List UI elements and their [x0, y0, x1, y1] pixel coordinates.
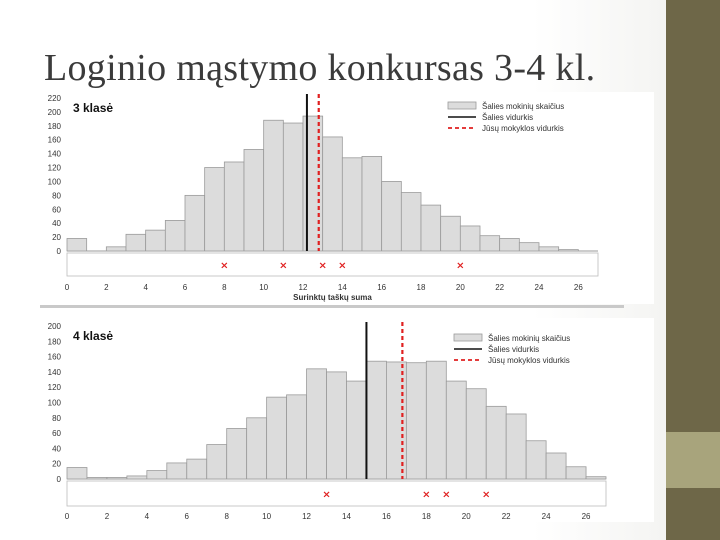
y-tick-label: 120	[47, 383, 61, 393]
bar	[107, 477, 127, 479]
grade-label: 3 klasė	[73, 101, 114, 115]
bar	[247, 418, 267, 479]
y-tick-label: 180	[47, 121, 61, 131]
student-score-marker: ×	[279, 260, 288, 272]
x-tick-label: 18	[421, 512, 431, 521]
bar	[466, 389, 486, 479]
y-tick-label: 60	[52, 205, 61, 215]
bar	[224, 162, 244, 251]
sidebar-decoration-top	[666, 0, 720, 432]
bar	[185, 195, 205, 251]
slide-title: Loginio mąstymo konkursas 3-4 kl.	[44, 47, 596, 89]
bar	[506, 414, 526, 479]
bar	[147, 471, 167, 479]
x-tick-label: 10	[259, 283, 269, 292]
x-tick-label: 0	[64, 512, 70, 521]
y-tick-label: 80	[52, 413, 61, 423]
legend-label-school-mean: Jūsų mokyklos vidurkis	[482, 124, 564, 133]
student-marker-strip	[67, 253, 598, 276]
bar	[323, 137, 343, 251]
bar	[441, 216, 461, 251]
y-tick-label: 180	[47, 337, 61, 347]
x-tick-label: 26	[573, 283, 583, 292]
bar	[244, 149, 264, 251]
bar	[342, 158, 362, 251]
x-tick-label: 20	[461, 512, 471, 521]
y-tick-label: 160	[47, 135, 61, 145]
bar	[126, 234, 146, 251]
y-tick-label: 0	[56, 247, 61, 256]
x-tick-label: 14	[342, 512, 351, 521]
bar	[401, 193, 421, 251]
bar	[264, 120, 284, 251]
chart-separator	[40, 305, 624, 308]
legend-label-school-mean: Jūsų mokyklos vidurkis	[488, 356, 570, 365]
bar	[327, 372, 347, 479]
bar	[526, 441, 546, 479]
bar	[460, 226, 480, 251]
bar	[519, 243, 539, 251]
student-score-marker: ×	[442, 489, 451, 501]
x-tick-label: 14	[337, 283, 347, 292]
bar	[165, 220, 185, 251]
bar	[207, 445, 227, 479]
y-tick-label: 140	[47, 149, 61, 159]
bar	[227, 429, 247, 479]
x-tick-label: 22	[495, 283, 505, 292]
y-tick-label: 120	[47, 163, 61, 173]
x-tick-label: 8	[224, 512, 229, 521]
bar	[566, 467, 586, 479]
bar	[586, 477, 606, 479]
bar	[67, 468, 87, 479]
bar	[283, 123, 303, 251]
bar	[559, 250, 579, 251]
bar	[382, 181, 402, 251]
legend-label-bars: Šalies mokinių skaičius	[488, 334, 571, 343]
student-score-marker: ×	[456, 260, 465, 272]
x-tick-label: 2	[104, 283, 109, 292]
x-tick-label: 4	[144, 512, 150, 521]
legend-label-national-mean: Šalies vidurkis	[482, 113, 534, 122]
x-tick-label: 20	[455, 283, 465, 292]
x-tick-label: 24	[534, 283, 544, 292]
chart-panel-grade-4	[40, 318, 654, 522]
student-score-marker: ×	[338, 260, 347, 272]
bar	[486, 406, 506, 479]
bar	[546, 453, 566, 479]
bar	[146, 230, 166, 251]
x-tick-label: 8	[222, 283, 227, 292]
x-tick-label: 22	[501, 512, 511, 521]
histogram-chart-1	[40, 318, 654, 522]
bar	[426, 361, 446, 479]
student-marker-strip	[67, 481, 606, 506]
y-tick-label: 200	[47, 322, 61, 331]
x-tick-label: 18	[416, 283, 426, 292]
bar	[67, 238, 87, 251]
bar	[87, 477, 107, 479]
bar	[421, 205, 441, 251]
student-score-marker: ×	[318, 260, 327, 272]
y-tick-label: 40	[52, 219, 61, 229]
bar	[366, 361, 386, 479]
legend-label-bars: Šalies mokinių skaičius	[482, 102, 565, 111]
student-score-marker: ×	[220, 260, 229, 272]
bar	[406, 363, 426, 479]
y-tick-label: 100	[47, 177, 61, 187]
bar	[362, 156, 382, 251]
student-score-marker: ×	[322, 489, 331, 501]
legend-label-national-mean: Šalies vidurkis	[488, 345, 540, 354]
y-tick-label: 20	[52, 233, 61, 243]
sidebar-decoration-bottom	[666, 488, 720, 540]
x-tick-label: 4	[143, 283, 148, 292]
y-tick-label: 80	[52, 191, 61, 201]
bar	[287, 395, 307, 479]
y-tick-label: 20	[52, 459, 61, 469]
y-tick-label: 100	[47, 398, 61, 408]
bar	[480, 236, 500, 251]
bar	[446, 381, 466, 479]
x-tick-label: 6	[182, 283, 188, 292]
x-tick-label: 10	[262, 512, 272, 521]
bar	[307, 369, 327, 479]
bar	[205, 168, 225, 251]
bar	[346, 381, 366, 479]
bar	[500, 238, 520, 251]
x-axis-label: Surinktų taškų suma	[293, 293, 372, 302]
x-tick-label: 16	[377, 283, 387, 292]
bar	[267, 397, 287, 479]
y-tick-label: 200	[47, 107, 61, 117]
y-tick-label: 60	[52, 429, 61, 439]
x-tick-label: 24	[541, 512, 551, 521]
y-tick-label: 140	[47, 367, 61, 377]
y-tick-label: 160	[47, 352, 61, 362]
legend-swatch-bars	[448, 102, 476, 109]
sidebar-decoration-accent	[666, 432, 720, 488]
x-tick-label: 16	[381, 512, 391, 521]
x-tick-label: 0	[64, 283, 70, 292]
student-score-marker: ×	[422, 489, 431, 501]
bar	[106, 247, 126, 251]
y-tick-label: 220	[47, 94, 61, 103]
bar	[539, 247, 559, 251]
y-tick-label: 0	[56, 475, 61, 484]
bar	[167, 463, 187, 479]
chart-panel-grade-3	[40, 92, 654, 304]
bar	[127, 476, 147, 479]
x-tick-label: 12	[298, 283, 308, 292]
x-tick-label: 2	[104, 512, 110, 521]
x-tick-label: 6	[184, 512, 190, 521]
y-tick-label: 40	[52, 444, 61, 454]
histogram-chart-0	[40, 92, 654, 304]
student-score-marker: ×	[482, 489, 491, 501]
legend-swatch-bars	[454, 334, 482, 341]
x-tick-label: 26	[581, 512, 591, 521]
grade-label: 4 klasė	[73, 329, 114, 343]
x-tick-label: 12	[302, 512, 312, 521]
bar	[187, 459, 207, 479]
